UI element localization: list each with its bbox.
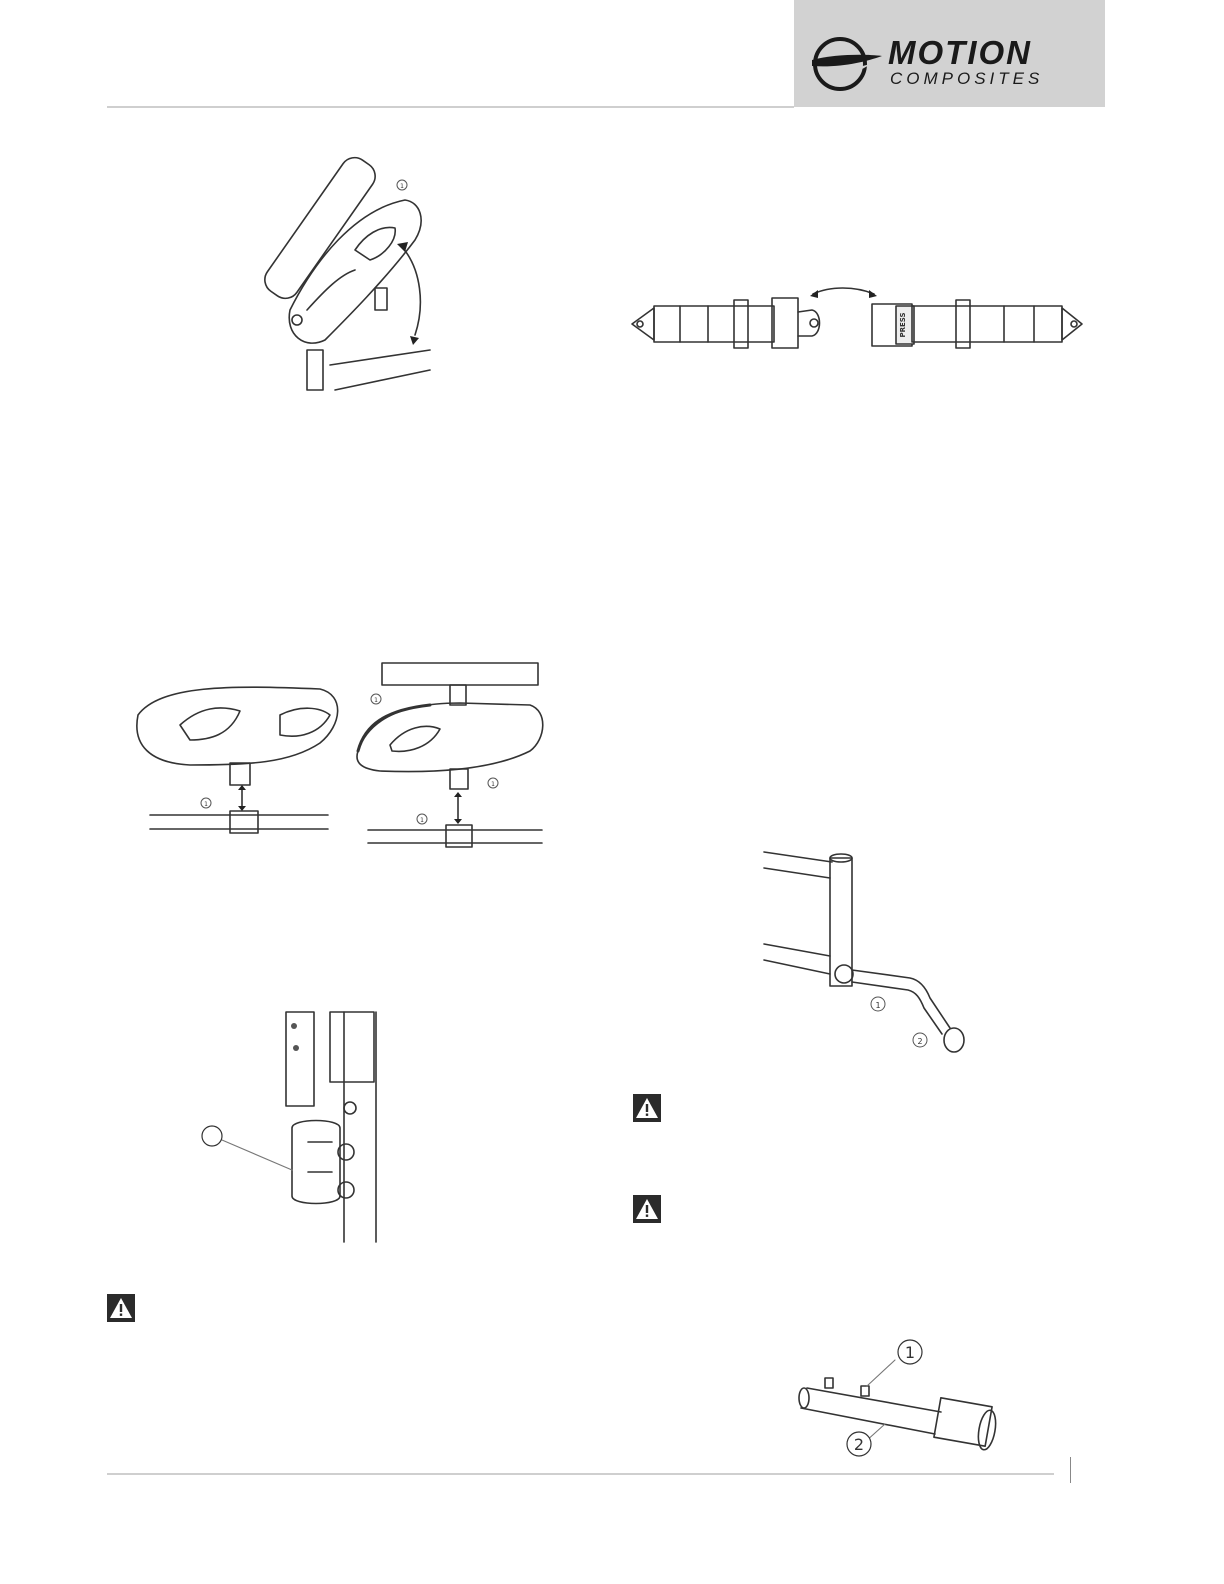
callout-label: 1 — [204, 801, 208, 808]
armrest-mount-figure — [130, 655, 550, 845]
brand-name-bottom: COMPOSITES — [890, 69, 1044, 88]
page-number-separator — [1070, 1457, 1071, 1483]
armrest-angle-figure — [245, 140, 435, 392]
anti-tip-figure — [760, 848, 975, 1060]
callout-label: 2 — [853, 1435, 865, 1454]
motion-composites-logo — [810, 36, 1100, 92]
callout-label: 1 — [904, 1343, 916, 1362]
footer-divider — [107, 1473, 1054, 1475]
callout-label: 1 — [400, 183, 404, 190]
callout-label: 1 — [875, 1001, 881, 1010]
buckle-press-label: PRESS — [899, 312, 907, 338]
brand-header — [794, 0, 1105, 107]
frame-clamp-figure — [200, 1010, 390, 1246]
brand-name-top: MOTION — [888, 34, 1032, 71]
warning-triangle-icon — [633, 1195, 661, 1223]
warning-triangle-icon — [633, 1094, 661, 1122]
header-divider — [107, 106, 794, 108]
motion-composites-swoosh-icon — [812, 39, 882, 89]
tube-figure — [795, 1338, 1000, 1460]
warning-triangle-icon — [107, 1294, 135, 1322]
seat-belt-figure — [630, 282, 1090, 362]
callout-label: 2 — [917, 1037, 923, 1046]
callout-label: 1 — [491, 781, 495, 788]
callout-label: 1 — [420, 817, 424, 824]
callout-label: 1 — [374, 697, 378, 704]
